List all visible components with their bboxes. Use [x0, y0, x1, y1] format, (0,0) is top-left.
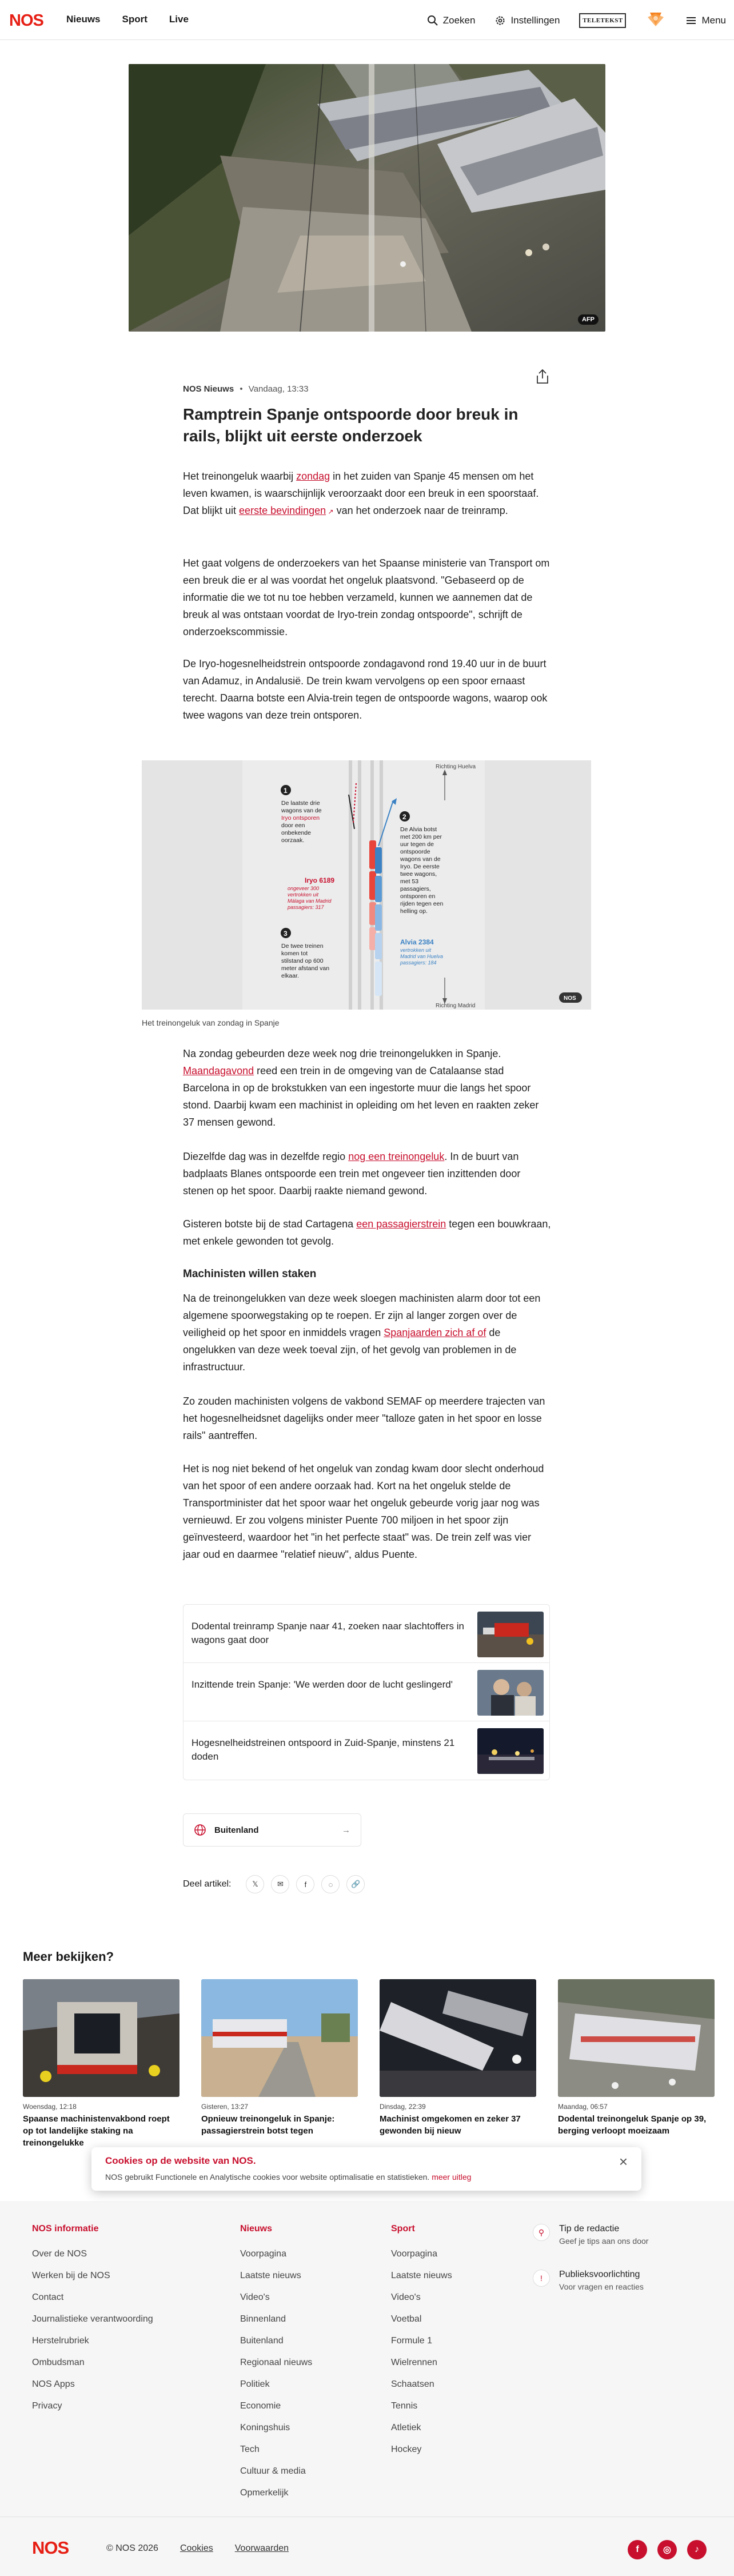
related-title: Hogesnelheidstreinen ontspoord in Zuid-Spanje, minstens 21 doden [192, 1737, 455, 1762]
search-label: Zoeken [442, 14, 476, 26]
svg-text:komen tot: komen tot [281, 950, 308, 957]
link-nog-een-treinongeluk[interactable]: nog een treinongeluk [348, 1151, 445, 1162]
globe-icon [194, 1824, 206, 1836]
header-tools [427, 10, 726, 30]
footer-link[interactable]: Video's [391, 2292, 421, 2302]
tiktok-icon[interactable]: ♪ [687, 2540, 707, 2559]
alvia-wagon [375, 876, 382, 902]
card-date: Gisteren, 13:27 [201, 2103, 249, 2111]
related-item[interactable] [184, 1721, 549, 1780]
footer-link[interactable]: Atletiek [391, 2423, 421, 2433]
footer-link[interactable]: Privacy [32, 2401, 62, 2411]
more-card[interactable] [558, 1979, 715, 2149]
footer-link[interactable]: Journalistieke verantwoording [32, 2314, 153, 2324]
copyright: © NOS 2026 [106, 2543, 158, 2553]
svg-text:2: 2 [402, 813, 406, 821]
paragraph-3: De Iryo-hogesnelheidstrein ontspoorde zondagavond rond 19.40 uur in de buurt van Adamuz, in Andalusië. De trein kwam vervolgens op een spoor ernaast terecht. Daarna botste een Alvia-trein tegen de ontspoorde wagons, waarop ook twee wagons van deze trein ontsporen. [183, 658, 548, 721]
footer-heading: Sport [391, 2224, 415, 2234]
teletekst-button[interactable]: TELETEKST [579, 13, 626, 28]
svg-text:twee wagons,: twee wagons, [400, 871, 437, 878]
footer-link[interactable]: Cultuur & media [240, 2466, 306, 2476]
footer-link[interactable]: Schaatsen [391, 2379, 434, 2389]
svg-text:met 200 km per: met 200 km per [400, 834, 442, 840]
article-meta [183, 384, 551, 394]
nos-logo[interactable] [8, 10, 48, 30]
svg-text:NOS: NOS [32, 2538, 69, 2557]
search-icon [427, 15, 438, 26]
logo-text: NOS [9, 11, 43, 30]
settings-button[interactable] [494, 15, 560, 26]
card-title: Machinist omgekomen en zeker 37 gewonden bij nieuw [380, 2114, 521, 2136]
svg-text:elkaar.: elkaar. [281, 972, 299, 979]
nav-live[interactable]: Live [169, 14, 189, 25]
direction-madrid: Richting Madrid [436, 1003, 476, 1009]
article-title: Ramptrein Spanje ontspoorde door breuk in rails, blijkt uit eerste onderzoek [183, 405, 518, 445]
footer-link[interactable]: Werken bij de NOS [32, 2271, 110, 2280]
svg-text:meter afstand van: meter afstand van [281, 965, 330, 972]
link-spanjaarden[interactable]: Spanjaarden zich af of [384, 1327, 486, 1338]
figure-caption: Het treinongeluk van zondag in Spanje [142, 1018, 280, 1027]
footer-link[interactable]: Herstelrubriek [32, 2336, 89, 2346]
footer-link[interactable]: Video's [240, 2292, 270, 2302]
svg-text:ongeveer 300: ongeveer 300 [288, 886, 320, 891]
photo-credit-badge: AFP [578, 314, 599, 325]
direction-huelva: Richting Huelva [436, 764, 476, 770]
cookies-link[interactable]: Cookies [179, 2543, 213, 2553]
footer-link[interactable]: Over de NOS [32, 2249, 87, 2259]
svg-text:1: 1 [284, 787, 288, 795]
tip-subtitle: Geef je tips aan ons door [559, 2236, 649, 2246]
footer-link[interactable]: Voorpagina [391, 2249, 437, 2259]
graphic-nos-badge: NOS [564, 995, 576, 1002]
card-date: Woensdag, 12:18 [23, 2103, 77, 2111]
paragraph-7: Na de treinongelukken van deze week sloegen machinisten alarm door tot een algemene spoorwegstaking op te roepen. Er zijn al langer zorgen over de veiligheid op het spoor en inmiddels vragen Spanjaarden zich af of de ongelukken van deze week toeval zijn, of het gevolg van problemen in de infrastructuur. [183, 1293, 541, 1373]
cookie-banner [91, 2147, 641, 2191]
footer-link[interactable]: NOS Apps [32, 2379, 75, 2389]
related-title: Dodental treinramp Spanje naar 41, zoeken naar slachtoffers in wagons gaat door [192, 1621, 464, 1645]
cookie-more-info-link[interactable]: meer uitleg [432, 2172, 472, 2182]
card-date: Dinsdag, 22:39 [380, 2103, 426, 2111]
footer-col-sport [391, 2224, 452, 2461]
paragraph-1: Het treinongeluk waarbij zondag in het zuiden van Spanje 45 mensen om het leven kwamen, is waarschijnlijk veroorzaakt door een breuk in een spoorstaaf. Dat blijkt uit eerste bevindingen ↗ van het onderzoek naar de treinramp. [183, 470, 539, 516]
hero-image [129, 64, 605, 332]
paragraph-8: Zo zouden machinisten volgens de vakbond SEMAF op meerdere trajecten van het hogesnelheidsnet dagelijks onder meer "talloze gaten in het spoor en losse rails" aantreffen. [183, 1395, 545, 1441]
pv-title: Publieksvoorlichting [559, 2270, 640, 2279]
svg-text:Alvia 2384: Alvia 2384 [400, 938, 434, 946]
svg-text:vertrokken uit: vertrokken uit [288, 892, 319, 898]
topic-tag-buitenland[interactable] [183, 1813, 361, 1847]
footer-link[interactable]: Formule 1 [391, 2336, 433, 2346]
footer-link[interactable]: Economie [240, 2401, 281, 2411]
footer-col-nieuws [240, 2224, 312, 2504]
info-icon: ! [533, 2270, 550, 2287]
share-bar [183, 1875, 365, 1893]
svg-text:onbekende: onbekende [281, 830, 311, 836]
card-title: Dodental treinongeluk Spanje op 39, berging verloopt moeizaam [558, 2114, 707, 2136]
alvia-wagon [375, 904, 382, 931]
link-eerste-bevindingen[interactable]: eerste bevindingen [239, 505, 326, 516]
related-thumbnail [477, 1728, 544, 1774]
svg-text:uur tegen de: uur tegen de [400, 841, 434, 848]
svg-text:ontspoorde: ontspoorde [400, 848, 430, 855]
more-section-title: Meer bekijken? [23, 1949, 114, 1964]
footer-link[interactable]: Tech [240, 2445, 260, 2454]
related-item[interactable] [184, 1605, 549, 1663]
share-whatsapp-button[interactable]: ◌ [321, 1875, 340, 1893]
paragraph-4: Na zondag gebeurden deze week nog drie treinongelukken in Spanje. Maandagavond reed een trein in de omgeving van de Catalaanse stad Barcelona in op de brokstukken van een ingestorte muur die langs het spoor stond. Daarbij kwam een machinist in opleiding om het leven en raakten zeker 37 mensen gewond. [183, 1048, 539, 1128]
footer-legal [106, 2543, 289, 2554]
share-copy-link-button[interactable]: 🔗 [346, 1875, 365, 1893]
svg-text:vertrokken uit: vertrokken uit [400, 947, 432, 953]
share-article-button[interactable] [535, 368, 550, 385]
svg-text:ontsporen en: ontsporen en [400, 893, 436, 900]
cookie-title: Cookies op de website van NOS. [105, 2155, 256, 2166]
step-2-text [400, 826, 443, 915]
related-item[interactable] [184, 1663, 549, 1721]
close-icon[interactable]: × [619, 2153, 628, 2170]
svg-text:passagiers,: passagiers, [400, 886, 431, 892]
svg-text:De Alvia botst: De Alvia botst [400, 826, 437, 833]
footer-link[interactable]: Binnenland [240, 2314, 286, 2324]
svg-text:helling op.: helling op. [400, 908, 428, 915]
footer [0, 2201, 734, 2576]
footer-link[interactable]: Voorpagina [240, 2249, 286, 2259]
footer-link[interactable]: Buitenland [240, 2336, 284, 2346]
facebook-icon[interactable]: f [628, 2540, 647, 2559]
footer-link[interactable]: Laatste nieuws [391, 2271, 452, 2280]
alvia-wagon [375, 962, 382, 996]
article-time: Vandaag, 13:33 [248, 384, 309, 394]
footer-link[interactable]: Hockey [391, 2445, 422, 2454]
card-title: Spaanse machinistenvakbond roept op tot landelijke staking na treinongelukke [23, 2114, 170, 2148]
instagram-icon[interactable]: ◎ [657, 2540, 677, 2559]
paragraph-2: Het gaat volgens de onderzoekers van het Spaanse ministerie van Transport om een breuk die er al was voordat het ongeluk plaatsvond. "Gebaseerd op de informatie die we tot nu toe hebben verzameld, kunnen we aannemen dat de breuk al was ontstaan voordat de Iryo-trein zondag ontspoorde", schrijft de onderzoekscommissie. [183, 557, 550, 637]
share-x-button[interactable]: 𝕏 [246, 1875, 264, 1893]
footer-link[interactable]: Ombudsman [32, 2358, 85, 2367]
paragraph-9: Het is nog niet bekend of het ongeluk van zondag kwam door slecht onderhoud van het spoor of een andere oorzaak had. Kort na het ongeluk stelde de Transportminister dat het spoor waar het ongeluk gebeurde vorig jaar nog was vernieuwd. Er zou volgens minister Puente 700 miljoen in het spoor zijn geïnvesteerd, waardoor het "in het perfecte staat" was. De trein zelf was vier jaar oud en daarmee "relatief nieuw", aldus Puente. [183, 1463, 544, 1560]
broadcast-ball-icon[interactable] [645, 10, 666, 30]
social-links [628, 2540, 707, 2559]
search-button[interactable] [427, 15, 476, 26]
tip-de-redactie[interactable] [533, 2224, 648, 2246]
cookie-text: NOS gebruikt Functionele en Analytische cookies voor website optimalisatie en statistieken. meer uitleg [105, 2172, 472, 2182]
tag-label: Buitenland [214, 1825, 259, 1835]
gear-icon [494, 15, 506, 26]
article-source: NOS Nieuws [183, 384, 234, 394]
footer-heading: NOS informatie [32, 2224, 99, 2234]
nav-sport[interactable]: Sport [122, 14, 147, 25]
link-passagierstrein[interactable]: een passagierstrein [356, 1218, 446, 1230]
svg-text:met 53: met 53 [400, 878, 419, 885]
more-card[interactable] [380, 1979, 536, 2149]
pv-subtitle: Voor vragen en reacties [559, 2282, 644, 2291]
footer-col-nos-informatie [32, 2224, 153, 2417]
card-image [23, 1979, 179, 2097]
share-email-button[interactable]: ✉ [271, 1875, 289, 1893]
svg-text:passagiers: 317: passagiers: 317 [288, 904, 324, 910]
alvia-wagon [375, 847, 382, 874]
footer-link[interactable]: Laatste nieuws [240, 2271, 301, 2280]
section-heading: Machinisten willen staken [183, 1268, 317, 1280]
svg-text:Iryo ontsporen: Iryo ontsporen [281, 815, 320, 822]
link-zondag[interactable]: zondag [296, 470, 330, 482]
card-image [380, 1979, 536, 2097]
meta-separator: • [240, 384, 243, 394]
share-facebook-button[interactable]: f [296, 1875, 314, 1893]
footer-link[interactable]: Wielrennen [391, 2358, 437, 2367]
svg-text:De laatste drie: De laatste drie [281, 800, 320, 807]
footer-link[interactable]: Regionaal nieuws [240, 2358, 313, 2367]
settings-label: Instellingen [510, 14, 560, 26]
related-articles [183, 1604, 550, 1780]
footer-bottom-bar [0, 2517, 734, 2576]
lightbulb-icon: ⚲ [533, 2224, 550, 2241]
more-cards [23, 1979, 715, 2149]
svg-text:wagons van de: wagons van de [281, 807, 322, 814]
tip-title: Tip de redactie [559, 2224, 620, 2234]
svg-text:Madrid van Huelva: Madrid van Huelva [400, 954, 444, 959]
menu-label: Menu [701, 14, 726, 26]
footer-link[interactable]: Politiek [240, 2379, 270, 2389]
svg-text:Iryo. De eerste: Iryo. De eerste [400, 863, 440, 870]
svg-text:stilstand op 600: stilstand op 600 [281, 958, 324, 964]
hamburger-icon [685, 15, 697, 26]
svg-text:oorzaak.: oorzaak. [281, 837, 305, 844]
main-nav [66, 14, 189, 25]
related-thumbnail [477, 1612, 544, 1657]
svg-text:3: 3 [284, 930, 288, 938]
link-maandagavond[interactable]: Maandagavond [183, 1065, 254, 1076]
footer-link[interactable]: Opmerkelijk [240, 2488, 289, 2498]
card-title: Opnieuw treinongeluk in Spanje: passagierstrein botst tegen [201, 2114, 335, 2136]
more-card[interactable] [23, 1979, 179, 2149]
footer-nos-logo[interactable] [32, 2538, 78, 2557]
terms-link[interactable]: Voorwaarden [234, 2543, 289, 2553]
accident-diagram [142, 760, 591, 1010]
footer-link[interactable]: Tennis [391, 2401, 418, 2411]
svg-text:door een: door een [281, 822, 305, 829]
svg-text:De twee treinen: De twee treinen [281, 943, 324, 950]
paragraph-6: Gisteren botste bij de stad Cartagena een passagierstrein tegen een bouwkraan, met enkele gewonden tot gevolg. [183, 1218, 551, 1247]
footer-heading: Nieuws [240, 2224, 273, 2234]
card-date: Maandag, 06:57 [558, 2103, 608, 2111]
alvia-wagon [375, 933, 382, 959]
svg-text:passagiers: 184: passagiers: 184 [400, 960, 437, 966]
svg-text:wagons van de: wagons van de [400, 856, 441, 863]
more-card[interactable] [201, 1979, 358, 2149]
footer-link[interactable]: Koningshuis [240, 2423, 290, 2433]
publieksvoorlichting[interactable] [533, 2270, 644, 2291]
share-label: Deel artikel: [183, 1879, 232, 1889]
card-image [558, 1979, 715, 2097]
arrow-right-icon: → [342, 1825, 350, 1835]
related-title: Inzittende trein Spanje: 'We werden door de lucht geslingerd' [192, 1679, 453, 1690]
nav-nieuws[interactable]: Nieuws [66, 14, 101, 25]
share-icon [535, 368, 550, 385]
external-link-icon: ↗ [326, 508, 334, 516]
paragraph-5: Diezelfde dag was in dezelfde regio nog een treinongeluk. In de buurt van badplaats Blanes ontspoorde een trein met ongeveer tien inzittenden door stenen op het spoor. Daarbij raakte niemand gewond. [183, 1151, 521, 1197]
footer-link[interactable]: Contact [32, 2292, 64, 2302]
footer-link[interactable]: Voetbal [391, 2314, 422, 2324]
related-thumbnail [477, 1670, 544, 1716]
card-image [201, 1979, 358, 2097]
svg-text:Málaga van Madrid: Málaga van Madrid [288, 898, 332, 904]
menu-button[interactable] [685, 15, 726, 26]
svg-text:rijden tegen een: rijden tegen een [400, 900, 444, 907]
svg-text:Iryo 6189: Iryo 6189 [305, 876, 335, 884]
top-navigation-bar [0, 0, 734, 40]
